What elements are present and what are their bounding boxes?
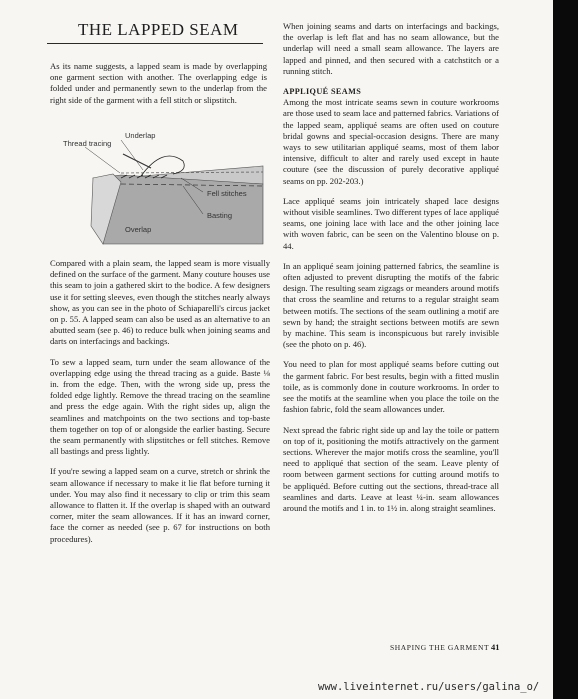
right-column [283,21,499,523]
lapped-seam-illustration [63,126,268,250]
page-title: THE LAPPED SEAM [78,20,239,39]
label-thread-tracing: Thread tracing [63,139,112,148]
label-fell-stitches: Fell stitches [207,189,247,198]
page-number: 41 [491,642,500,652]
section-heading: APPLIQUÉ SEAMS [283,87,362,97]
body-paragraph: When joining seams and darts on interfacings and backings, the overlap is left flat and has no seam allowance, but the underlap will need a small seam allowance. The layers are lapped and pinned, and then secured with a catchstitch or a running stitch. [283,21,499,76]
needle-icon [123,154,151,168]
body-paragraph: To sew a lapped seam, turn under the seam allowance of the overlapping edge using the thread tracing as a guide. Baste ⅛ in. from the edge. Then, with the wrong side up, press the folded edge lightly. Remove the thread tracing on the seamline and press the edge again. With the right sides up, align the seamlines and matchpoints on the two sections and top-baste them together on top of or alongside the earlier basting. Secure the seam permanently with slipstitches or fell stitches. Remove all bastings and press lightly. [50,356,270,457]
label-underlap: Underlap [125,131,156,140]
body-paragraph: Lace appliqué seams join intricately shaped lace designs without visible seamlines. Two different types of lace appliqué seams, one joining lace with lace and the other joining lace with woven fabric, can be seen on the Valentino blouse on p. 44. [283,195,499,251]
body-paragraph: Compared with a plain seam, the lapped seam is more visually defined on the surface of the garment. Many couture houses use this seam to join a gathered skirt to the bodice. A few designers use it for setting sleeves, even though the stitches nearly always show, as you can see in the photo of Schiaparelli's circus jacket on p. 55. A lapped seam can also be used as an alternative to an abutted seam (see p. 46) to reduce bulk when joining seams and darts on interfacings and backings. [50,258,270,347]
title-rule [47,43,263,44]
label-basting: Basting [207,211,233,220]
body-paragraph: In an appliqué seam joining patterned fabrics, the seamline is often adjusted to prevent disrupting the motifs of the fabric design. The resulting seam zigzags or meanders around motifs that cross the seamline and returns to a regular straight seam between motifs. The sections of the seam outlining a motif are sewn by hand; the straight sections between motifs are sewn by machine. This seam is inconspicuous but rarely invisible (see the photo on p. 46). [283,260,499,350]
intro-paragraph: As its name suggests, a lapped seam is made by overlapping one garment section with another. The overlapping edge is folded under and permanently sewn to the underlap from the right side of the garment with a fell stitch or slipstitch. [50,61,267,105]
label-overlap: Overlap [125,225,152,234]
left-column-intro [50,61,267,115]
left-column-body [50,258,270,554]
watermark-url: www.liveinternet.ru/users/galina_o/ [318,681,540,693]
leader-thread-tracing [85,147,120,173]
running-head: SHAPING THE GARMENT [390,643,490,652]
body-paragraph: If you're sewing a lapped seam on a curve, stretch or shrink the seam allowance if necessary to make it lie flat before turning it under. You may also find it necessary to clip or trim this seam allowance to flatten it. If the overlap is shaped with an outward corner, miter the seam allowances. If it has an inward corner, face the corner as needed (see p. 67 for instructions on both procedures). [50,466,270,544]
body-paragraph: Among the most intricate seams sewn in couture workrooms are those used to seam lace and patterned fabrics. Variations of the lapped seam, appliqué seams are often used on couture bridal gowns and special-occasion designs. There are many ways to sew utilitarian appliqué seams, most of them labor intensive, difficult to alter and rarely used except in haute couture (see the discussion of purely decorative appliqué seams on pp. 202-203.) [283,97,499,186]
scan-edge-bar [553,0,578,699]
body-paragraph: You need to plan for most appliqué seams before cutting out the garment fabric. For best results, begin with a fitted muslin toile, as is commonly done in couture workrooms. In order to see the motifs at the seamline when you place the toile on the fashion fabric, fold the seam allowances under. [283,359,499,415]
body-paragraph: Next spread the fabric right side up and lay the toile or pattern on top of it, positioning the motifs attractively on the garment sections. Wherever the major motifs cross the seamline, you'll need to appliqué that section of the seam. Leave plenty of room between garment sections for cutting around motifs to be appliquéd. Before cutting out the sections, thread-trace all seamlines and darts. Leave at least ¼-in. seam allowances around the motifs and 1 in. to 1½ in. along straight seamlines. [283,424,499,513]
